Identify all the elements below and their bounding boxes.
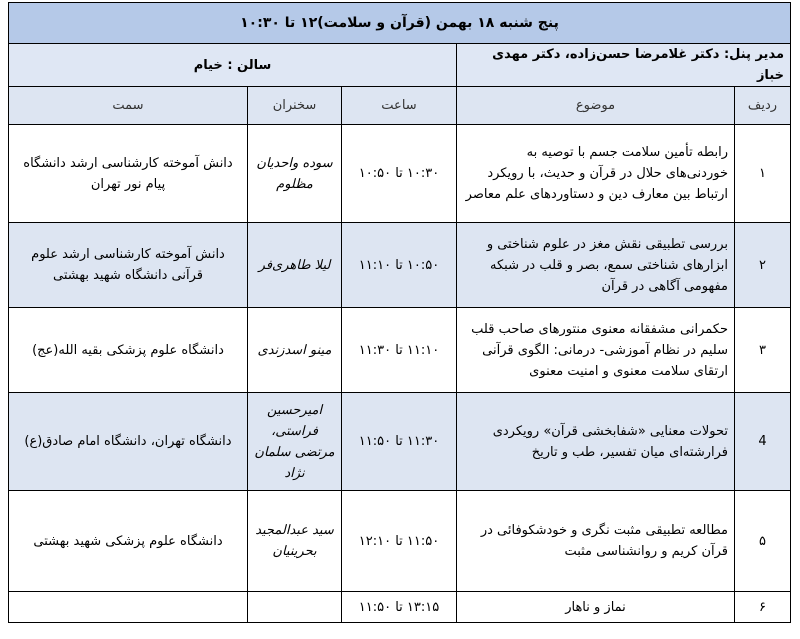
table-row (9, 223, 791, 308)
row-topic: نماز و ناهار (457, 592, 735, 623)
row-index: 4 (735, 393, 791, 491)
row-topic: حکمرانی مشفقانه معنوی منتورهای صاحب قلب سلیم در نظام آموزشی- درمانی: الگوی قرآنی ارتقای سلامت معنوی و امنیت معنوی (457, 308, 735, 393)
row-topic: مطالعه تطبیقی مثبت نگری و خودشکوفائی در قرآن کریم و روانشناسی مثبت (457, 491, 735, 592)
row-role: دانش آموخته کارشناسی ارشد دانشگاه پیام نور تهران (9, 125, 248, 223)
row-time: ۱۱:۳۰ تا ۱۱:۵۰ (342, 393, 457, 491)
row-role: دانشگاه تهران، دانشگاه امام صادق(ع) (9, 393, 248, 491)
row-time: ۱۱:۵۰ تا ۱۲:۱۰ (342, 491, 457, 592)
row-index: ۲ (735, 223, 791, 308)
row-topic: تحولات معنایی «شفابخشی قرآن» رویکردی فرارشته‌ای میان تفسیر، طب و تاریخ (457, 393, 735, 491)
row-speaker: مینو اسدزندی (248, 308, 342, 393)
table-row (9, 491, 791, 592)
row-speaker (248, 592, 342, 623)
row-time: ۱۰:۳۰ تا ۱۰:۵۰ (342, 125, 457, 223)
row-time: ۱۱:۱۰ تا ۱۱:۳۰ (342, 308, 457, 393)
row-role: دانشگاه علوم پزشکی بقیه الله(عج) (9, 308, 248, 393)
header-role: سمت (9, 87, 248, 125)
row-role (9, 592, 248, 623)
row-speaker: سوده واحدیان مظلوم (248, 125, 342, 223)
table-row (9, 308, 791, 393)
table-row (9, 125, 791, 223)
row-time: ۱۰:۵۰ تا ۱۱:۱۰ (342, 223, 457, 308)
session-title: پنج شنبه ۱۸ بهمن (قرآن و سلامت)۱۲ تا ۱۰:۳۰ (9, 3, 791, 44)
panel-hall: سالن : خیام (9, 44, 457, 87)
row-index: ۱ (735, 125, 791, 223)
header-row (9, 87, 791, 125)
row-topic: رابطه تأمین سلامت جسم با توصیه به خوردنی‌های حلال در قرآن و حدیث، با رویکرد ارتباط بین معارف دین و دستاوردهای علم معاصر (457, 125, 735, 223)
row-role: دانش آموخته کارشناسی ارشد علوم قرآنی دانشگاه شهید بهشتی (9, 223, 248, 308)
row-index: ۳ (735, 308, 791, 393)
panel-info-row (9, 44, 791, 87)
header-speaker: سخنران (248, 87, 342, 125)
row-role: دانشگاه علوم پزشکی شهید بهشتی (9, 491, 248, 592)
row-speaker: امیرحسین فراستی، مرتضی سلمان نژاد (248, 393, 342, 491)
row-topic: بررسی تطبیقی نقش مغز در علوم شناختی و ابزارهای شناختی سمع، بصر و قلب در شبکه مفهومی آگاهی در قرآن (457, 223, 735, 308)
row-speaker: لیلا طاهری‌فر (248, 223, 342, 308)
row-speaker: سید عبدالمجید بحرینیان (248, 491, 342, 592)
schedule-table (8, 2, 791, 623)
title-row (9, 3, 791, 44)
row-index: ۶ (735, 592, 791, 623)
row-time: ۱۳:۱۵ تا ۱۱:۵۰ (342, 592, 457, 623)
row-index: ۵ (735, 491, 791, 592)
header-index: ردیف (735, 87, 791, 125)
table-row (9, 592, 791, 623)
table-row (9, 393, 791, 491)
header-time: ساعت (342, 87, 457, 125)
panel-chair: مدیر پنل: دکتر غلامرضا حسن‌زاده، دکتر مهدی خباز (457, 44, 791, 87)
header-topic: موضوع (457, 87, 735, 125)
